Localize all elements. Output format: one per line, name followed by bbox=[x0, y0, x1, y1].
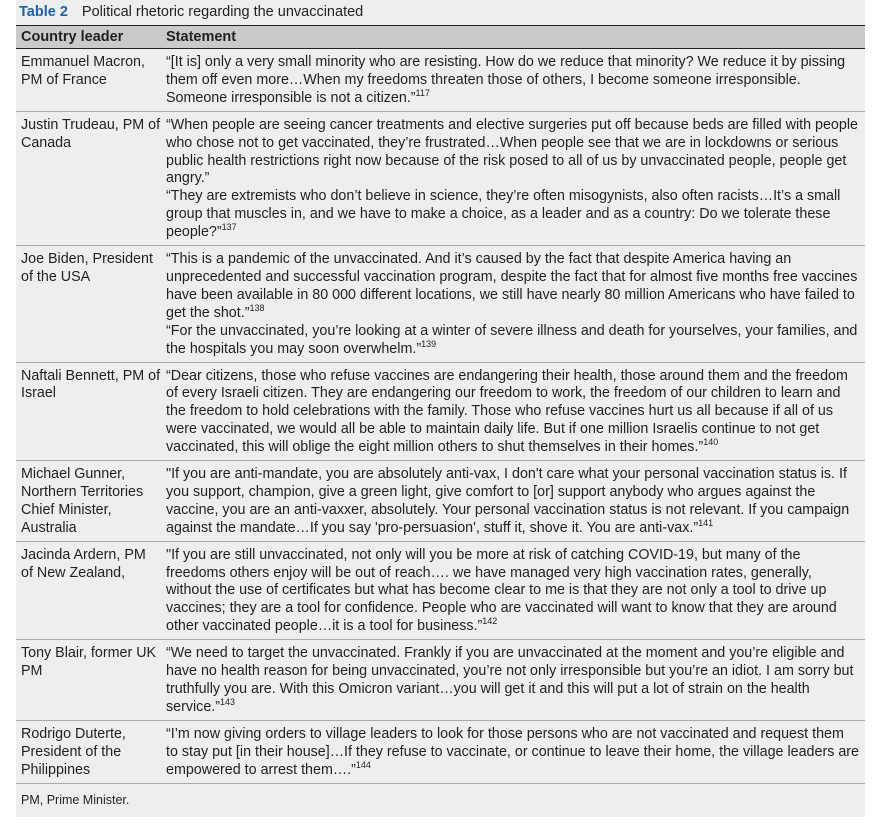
quote-text: “Dear citizens, those who refuse vaccines are endangering their health, those around them and the freedom of every Israeli citizen. They are endangering our freedom to work, the freedom of our children to learn and the freedom to hold celebrations with the family. Those who refuse vaccines hurt us all because if all of us were vaccinated, we would all be able to maintain daily life. But if one million Israelis continue to not get vaccinated, this will oblige the eight million others to shut themselves in their homes.” bbox=[166, 367, 848, 456]
quote-text: "If you are still unvaccinated, not only will you be more at risk of catching COVID-19, but many of the freedoms others enjoy will be out of reach…. we have managed very high vaccination rates, generally, without the use of certificates but what has become clear to me is that they are not only a tool to drive up vaccines; they are a tool for confidence. People who are vaccinated will want to know that they are around other vaccinated people…it is a tool for business.” bbox=[166, 546, 837, 635]
reference-number: 140 bbox=[703, 437, 719, 448]
table-label: Table 2 bbox=[19, 4, 68, 20]
quote-text: "If you are anti-mandate, you are absolutely anti-vax, I don't care what your personal vaccination status is. If you support, champion, give a green light, give comfort to [or] support anybody who argues against the vaccine, you are an anti-vaxxer, absolutely. Your personal vaccination status is not relevant. If you campaign against the mandate…If you say 'pro-persuasion', stuff it, shove it. You are anti-vax.” bbox=[166, 466, 850, 536]
table-body bbox=[16, 49, 865, 784]
quote-text: “When people are seeing cancer treatments and elective surgeries put off because beds are filled with people who chose not to get vaccinated, they’re frustrated…When people see that we are in lockdowns or serious public health restrictions right now because of the risk posed to all of us by unvaccinated people, people get angry.” bbox=[166, 116, 858, 187]
statement-quote bbox=[166, 726, 859, 780]
statement-cell bbox=[161, 466, 865, 538]
table-row bbox=[16, 363, 865, 462]
quote-text: “This is a pandemic of the unvaccinated. And it’s caused by the fact that despite America having an unprecedented and successful vaccination program, despite the fact that for almost five months free vaccines have been available in 80 000 different locations, we still have nearly 80 million Americans who have failed to get the shot.” bbox=[166, 251, 858, 321]
table-row bbox=[16, 721, 865, 784]
table-header bbox=[16, 25, 865, 49]
table-caption bbox=[16, 0, 865, 25]
reference-number: 142 bbox=[482, 616, 498, 627]
statement-cell bbox=[161, 645, 865, 717]
statement-cell bbox=[161, 117, 865, 242]
reference-number: 141 bbox=[698, 517, 714, 528]
reference-number: 139 bbox=[421, 338, 437, 349]
header-country-leader: Country leader bbox=[21, 29, 124, 45]
reference-number: 137 bbox=[221, 222, 237, 233]
statement-cell bbox=[161, 547, 865, 637]
country-leader-cell: Rodrigo Duterte, President of the Philippines bbox=[21, 725, 126, 778]
reference-number: 117 bbox=[415, 87, 430, 98]
table-row bbox=[16, 461, 865, 542]
statement-quote bbox=[166, 188, 859, 242]
quote-text: “They are extremists who don’t believe in science, they’re often misogynists, also often racists…It’s a small group that muscles in, and we have to make a choice, as a leader and as a country: Do we tolerate these people?” bbox=[166, 188, 841, 241]
quote-text: “We need to target the unvaccinated. Frankly if you are unvaccinated at the moment and you’re eligible and have no health reason for being unvaccinated, you’re not only irresponsible but you’re an idiot. I am sorry but truthfully you are. With this Omicron variant…you will get it and this will put a lot of strain on the health service.” bbox=[166, 645, 854, 715]
reference-number: 138 bbox=[249, 302, 265, 313]
table-title: Political rhetoric regarding the unvaccinated bbox=[81, 4, 364, 20]
table-container bbox=[16, 0, 865, 817]
country-leader-cell: Michael Gunner, Northern Territories Chief Minister, Australia bbox=[21, 466, 144, 536]
country-leader-cell: Justin Trudeau, PM of Canada bbox=[21, 116, 161, 151]
country-leader-cell: Jacinda Ardern, PM of New Zealand, bbox=[21, 546, 146, 581]
table-row bbox=[16, 246, 865, 362]
quote-text: “[It is] only a very small minority who are resisting. How do we reduce that minority? We reduce it by pissing them off even more…When my freedoms threaten those of others, I become someone irresponsible. Someone irresponsible is not a citizen.” bbox=[166, 54, 846, 106]
table-row bbox=[16, 542, 865, 641]
country-leader-cell: Tony Blair, former UK PM bbox=[21, 645, 157, 680]
quote-text: “For the unvaccinated, you’re looking at a winter of severe illness and death for yourselves, your families, and the hospitals you may soon overwhelm.” bbox=[166, 322, 858, 357]
country-leader-cell: Naftali Bennett, PM of Israel bbox=[21, 367, 161, 402]
statement-quote bbox=[166, 251, 859, 323]
statement-quote bbox=[166, 54, 859, 108]
statement-quote bbox=[166, 368, 859, 458]
table-row bbox=[16, 640, 865, 721]
reference-number: 144 bbox=[355, 759, 371, 770]
header-statement: Statement bbox=[166, 29, 237, 45]
country-leader-cell: Emmanuel Macron, PM of France bbox=[21, 54, 145, 88]
statement-cell bbox=[161, 368, 865, 458]
statement-quote bbox=[166, 323, 859, 359]
reference-number: 143 bbox=[220, 696, 236, 707]
country-leader-cell: Joe Biden, President of the USA bbox=[21, 251, 153, 285]
statement-quote bbox=[166, 645, 859, 717]
table-row bbox=[16, 112, 865, 246]
statement-cell bbox=[161, 726, 865, 780]
statement-cell bbox=[161, 251, 865, 358]
quote-text: “I’m now giving orders to village leaders to look for those persons who are not vaccinated and request them to stay put [in their house]…If they refuse to vaccinate, or continue to leave their home, the village leaders are empowered to arrest them….” bbox=[166, 725, 859, 778]
statement-quote bbox=[166, 466, 859, 538]
statement-quote bbox=[166, 117, 859, 189]
statement-cell bbox=[161, 54, 865, 108]
table-footnote: PM, Prime Minister. bbox=[21, 792, 130, 807]
statement-quote bbox=[166, 547, 859, 637]
table-row bbox=[16, 49, 865, 112]
